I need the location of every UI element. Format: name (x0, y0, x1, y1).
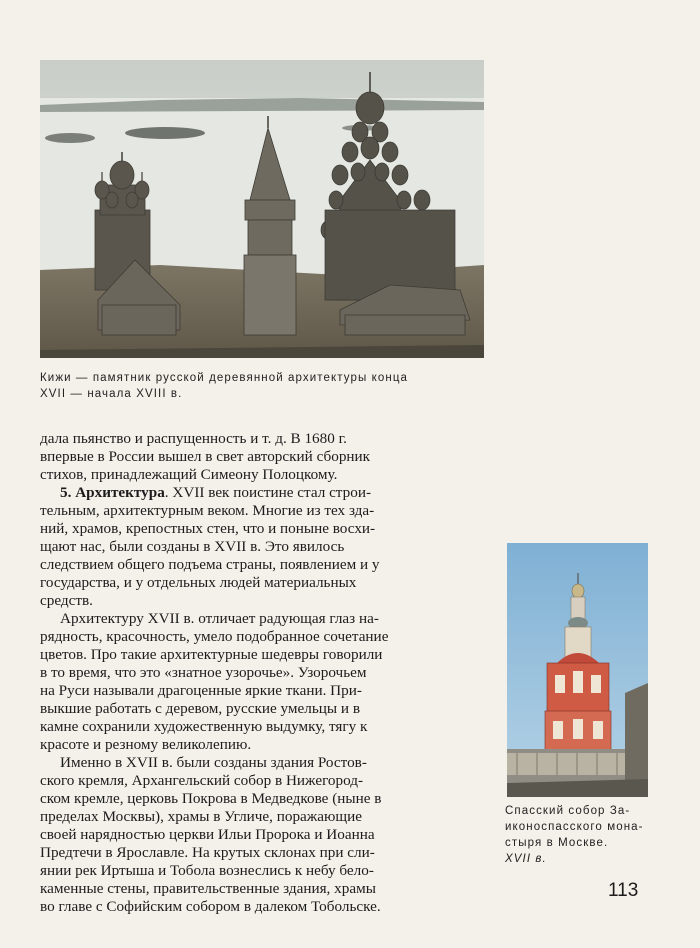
section-heading: 5. Архитектура (60, 484, 165, 501)
section-heading-line (40, 484, 490, 502)
text-line: впервые в России вышел в свет авторский сборник (40, 448, 371, 465)
text-line: государства, и у отдельных людей материальных (40, 574, 357, 591)
text-line: тельным, архитектурным веком. Многие из тех зда- (40, 502, 375, 519)
text-line: красоте и резному великолепию. (40, 736, 252, 753)
text-line: камне сохранили художественную выдумку, тягу к (40, 718, 368, 735)
text-line: рядность, красочность, умело подобранное сочетание (40, 628, 389, 645)
caption-line: Спасский собор За- (505, 805, 631, 817)
text-line: щают нас, были созданы в XVII в. Это явилось (40, 538, 345, 555)
text-line: стихов, принадлежащий Симеону Полоцкому. (40, 466, 338, 483)
caption-line: XVII — начала XVIII в. (40, 388, 183, 400)
text-line: выкшие работать с деревом, русские умельцы и в (40, 700, 361, 717)
text-line: следствием общего подъема страны, появлением и у (40, 556, 380, 573)
text-line: ского кремля, Архангельский собор в Нижегород- (40, 772, 364, 789)
text-fragment: . XVII век поистине стал строи- (164, 484, 372, 501)
caption-line: иконоспасского мона- (505, 821, 644, 833)
caption-line: стыря в Москве. (505, 837, 609, 849)
text-line: средств. (40, 592, 93, 609)
page-number: 113 (608, 880, 639, 901)
text-line: своей нарядностью церкви Ильи Пророка и Иоанна (40, 826, 375, 843)
text-line: Предтечи в Ярославле. На крутых склонах при сли- (40, 844, 375, 861)
text-line: в то время, что это «знатное узорочье». Узорочьем (40, 664, 367, 681)
caption-line: Кижи — памятник русской деревянной архитектуры конца (40, 372, 409, 384)
spassky-cathedral-photo (507, 543, 648, 797)
text-line: во главе с Софийским собором в далеком Тобольске. (40, 898, 381, 915)
text-line: Именно в XVII в. были созданы здания Ростов- (60, 754, 367, 771)
caption-line: XVII в. (505, 853, 547, 865)
spassky-caption (505, 803, 655, 867)
text-line: янии рек Иртыша и Тобола вознеслись к небу бело- (40, 862, 374, 879)
main-text (40, 430, 490, 916)
text-line: цветов. Про такие архитектурные шедевры говорили (40, 646, 383, 663)
text-line: на Руси называли драгоценные яркие ткани. При- (40, 682, 362, 699)
text-line: ний, храмов, крепостных стен, что и поныне восхи- (40, 520, 376, 537)
text-line: ском кремле, церковь Покрова в Медведкове (ныне в (40, 790, 382, 807)
kizhi-caption (40, 370, 490, 402)
kizhi-photo (40, 60, 484, 358)
text-line: Архитектуру XVII в. отличает радующая глаз на- (60, 610, 379, 627)
text-line: каменные стены, правительственные здания, храмы (40, 880, 376, 897)
text-line: дала пьянство и распущенность и т. д. В 1680 г. (40, 430, 347, 447)
text-line: пределах Москвы), храмы в Угличе, поражающие (40, 808, 362, 825)
